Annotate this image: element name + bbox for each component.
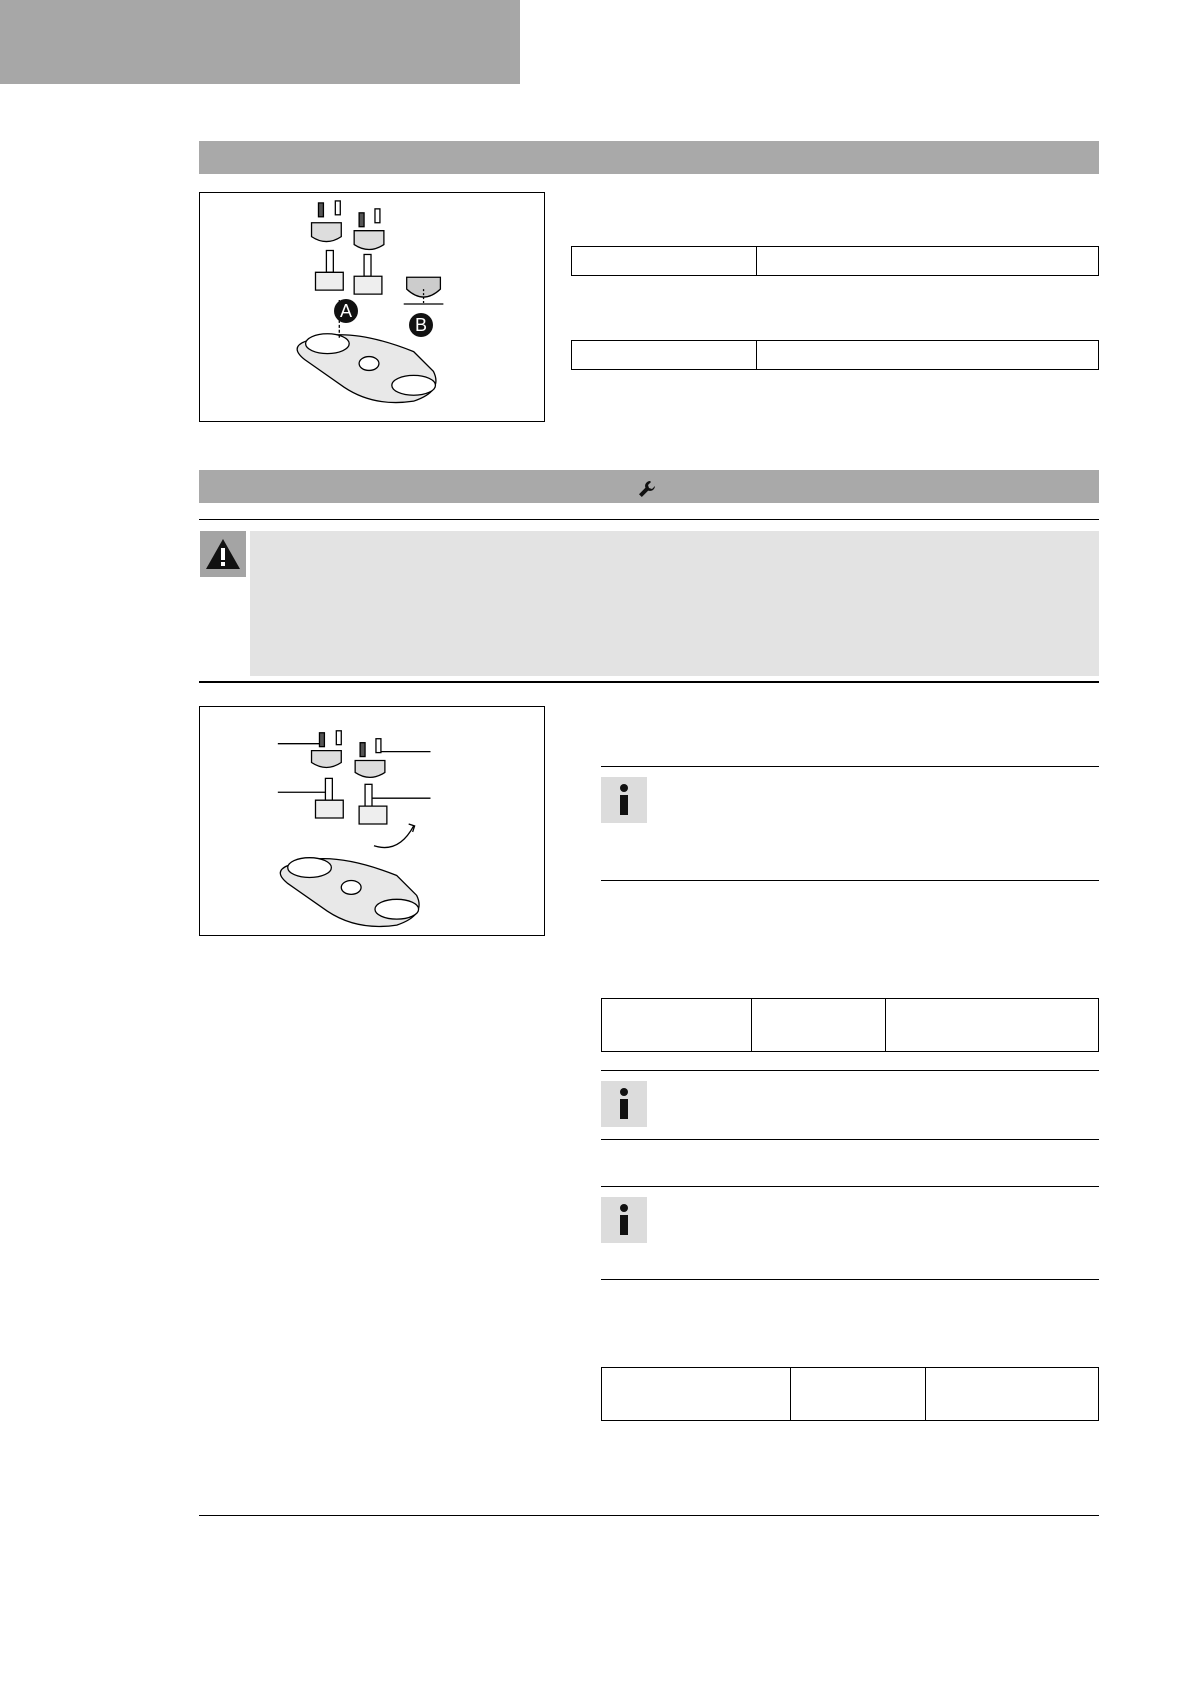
- torque-cell-note: [926, 1368, 1098, 1420]
- torque-cell-value: [791, 1368, 926, 1420]
- warning-message-box: [250, 531, 1099, 676]
- warning-top-rule: [199, 519, 1099, 520]
- handlebar-clamp-illustration: [200, 193, 544, 421]
- spec-table-row-2: [571, 340, 1099, 370]
- section-header-handlebar-position: [199, 141, 1099, 174]
- spec-value-cell: [757, 247, 1098, 275]
- spec-label-cell: [572, 341, 757, 369]
- torque-cell-note: [886, 999, 1098, 1051]
- chapter-header-tab: [0, 0, 520, 84]
- info-1-bottom-rule: [601, 880, 1099, 881]
- wrench-icon: [638, 480, 656, 498]
- torque-cell-thread: [602, 999, 752, 1051]
- info-3-bottom-rule: [601, 1279, 1099, 1280]
- info-2-bottom-rule: [601, 1139, 1099, 1140]
- figure-handlebar-positions: [199, 192, 545, 422]
- info-icon: [601, 777, 647, 823]
- info-icon: [601, 1081, 647, 1127]
- spec-value-cell: [757, 341, 1098, 369]
- warning-triangle-icon: [200, 531, 246, 577]
- info-1-top-rule: [601, 766, 1099, 767]
- torque-cell-value: [752, 999, 886, 1051]
- torque-table-1: [601, 998, 1099, 1052]
- callout-b: B: [409, 313, 433, 337]
- info-3-top-rule: [601, 1186, 1099, 1187]
- footer-rule: [199, 1515, 1099, 1516]
- handlebar-support-illustration: [200, 707, 544, 935]
- info-2-top-rule: [601, 1070, 1099, 1071]
- figure-handlebar-support-adjustment: [199, 706, 545, 936]
- torque-cell-thread: [602, 1368, 791, 1420]
- torque-table-2: [601, 1367, 1099, 1421]
- spec-label-cell: [572, 247, 757, 275]
- info-icon: [601, 1197, 647, 1243]
- spec-table-row-1: [571, 246, 1099, 276]
- warning-bottom-rule: [199, 681, 1099, 683]
- callout-a: A: [334, 299, 358, 323]
